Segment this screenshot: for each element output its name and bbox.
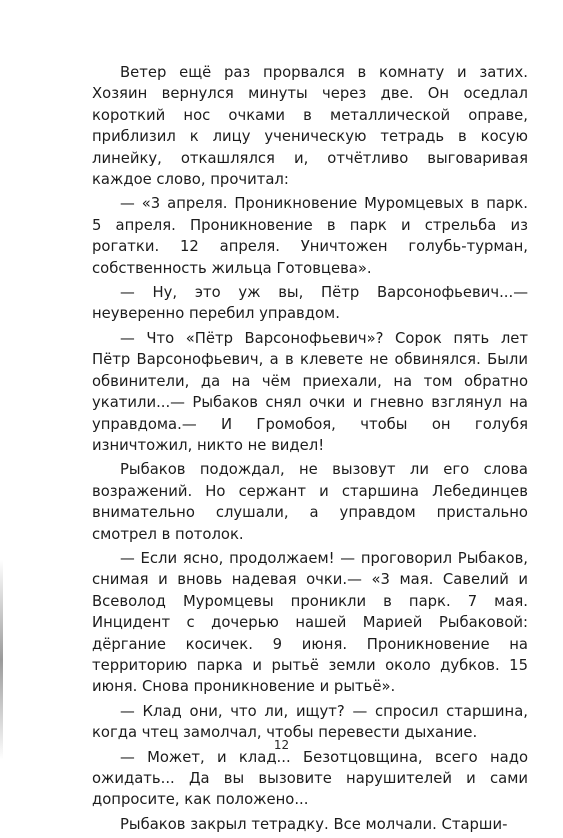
paragraph: Рыбаков подождал, не вызовут ли его слова возражений. Но сержант и старшина Лебединцев внимательно слушали, а управдом пристально смотрел в потолок.	[92, 461, 528, 543]
page-number: 12	[273, 738, 290, 752]
paragraph: — «3 апреля. Проникновение Муромцевых в парк. 5 апреля. Проникновение в парк и стрельба из рогатки. 12 апреля. Уничтожен голубь-турман, собственность жильца Готовцева».	[92, 195, 528, 277]
paragraph: — Что «Пётр Варсонофьевич»? Сорок пять лет Пётр Варсонофьевич, а в клевете не обвинялся. Были обвинители, да на чём приехали, на том обратно укатили...— Рыбаков снял очки и гневно взглянул на управдома.— И Громобоя, чтобы он голубя изничтожил, никто не видел!	[92, 329, 528, 454]
paragraph: — Клад они, что ли, ищут? — спросил старшина, когда чтец замолчал, чтобы перевести дыхание.	[92, 702, 528, 742]
paragraph: Рыбаков закрыл тетрадку. Все молчали. Старши-	[120, 815, 508, 833]
paragraph: — Ну, это уж вы, Пётр Варсонофьевич...— неуверенно перебил управдом.	[92, 284, 528, 323]
paragraph: — Если ясно, продолжаем! — проговорил Рыбаков, снимая и вновь надевая очки.— «3 мая. Савелий и Всеволод Муромцевы проникли в парк. 7 мая. Инцидент с дочерью нашей Марией Рыбаковой: дёргание косичек. 9 июня. Проникновение на территорию парка и рытьё земли около дубков. 15 июня. Снова проникновение и рытьё».	[92, 549, 528, 696]
body-text	[92, 62, 528, 838]
paragraph: — Может, и клад... Безотцовщина, всего надо ожидать... Да вы вызовите нарушителей и сами допросите, как положено...	[92, 748, 528, 809]
paragraph: Ветер ещё раз прорвался в комнату и затих. Хозяин вернулся минуты через две. Он оседлал короткий нос очками в металлической оправе, приблизил к лицу ученическую тетрадь в косую линейку, откашлялся и, отчётливо выговаривая каждое слово, прочитал:	[92, 64, 528, 189]
page-edge-shadow	[0, 560, 3, 760]
